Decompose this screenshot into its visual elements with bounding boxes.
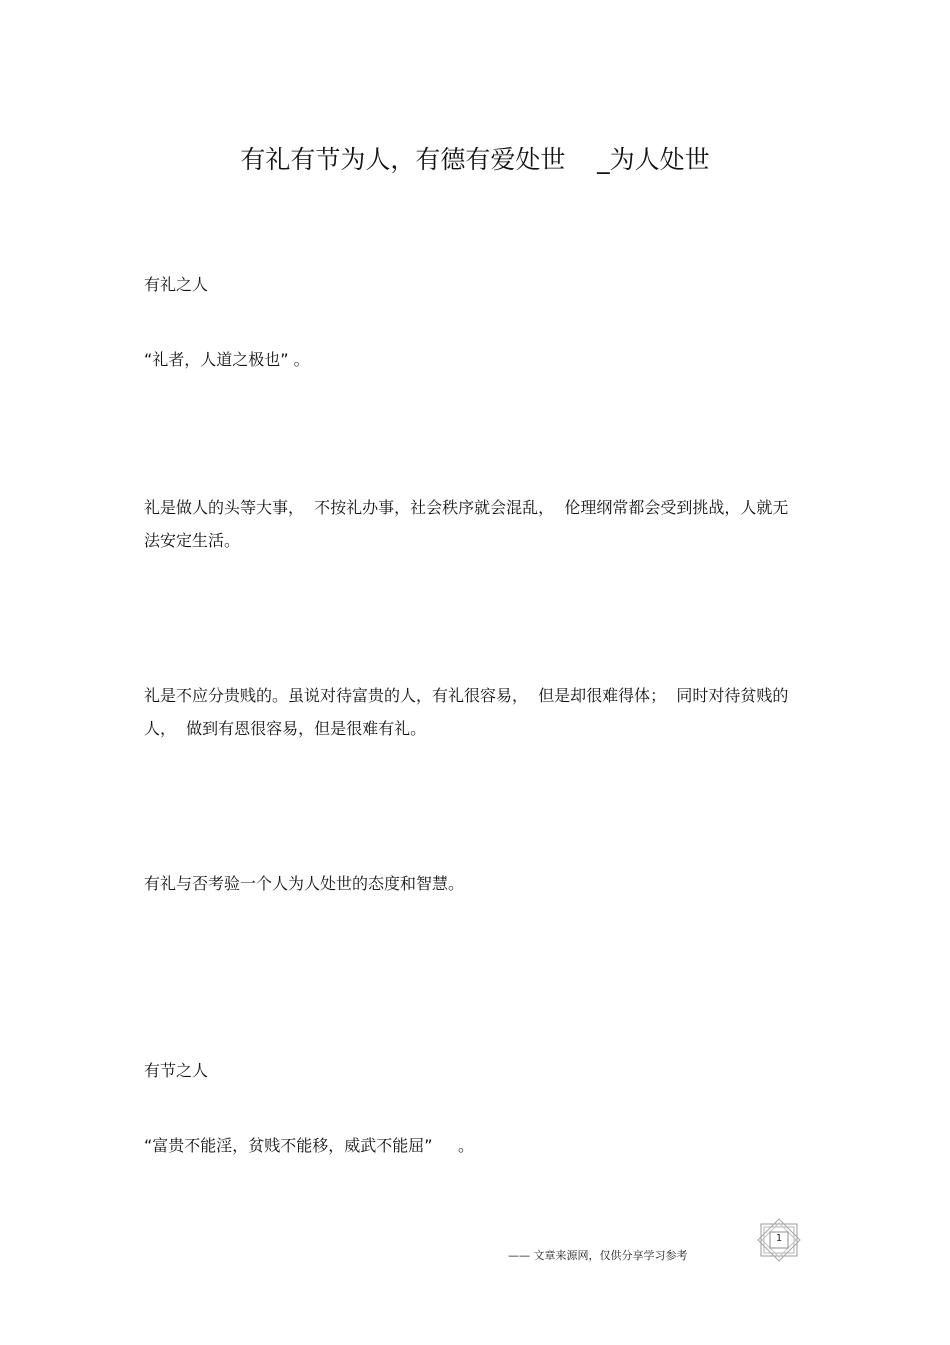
quote-paragraph: “富贵不能淫，贫贱不能移，威武不能屈” 。 xyxy=(144,1136,475,1155)
quote-paragraph: “礼者，人道之极也” 。 xyxy=(144,350,310,369)
footer-source-note: —— 文章来源网，仅供分享学习参考 xyxy=(508,1249,688,1262)
section-heading-restraint: 有节之人 xyxy=(144,1061,209,1080)
page-number-badge xyxy=(754,1218,804,1262)
body-paragraph: 礼是做人的头等大事， 不按礼办事，社会秩序就会混乱， 伦理纲常都会受到挑战，人就无法安定生活。 xyxy=(144,498,789,550)
body-paragraph: 有礼与否考验一个人为人处世的态度和智慧。 xyxy=(144,874,465,893)
page-number: 1 xyxy=(775,1233,783,1244)
page-title: 有礼有节为人，有德有爱处世 _为人处世 xyxy=(240,145,710,174)
body-paragraph: 礼是不应分贵贱的。虽说对待富贵的人，有礼很容易， 但是却很难得体； 同时对待贫贱的人， 做到有恩很容易，但是很难有礼。 xyxy=(144,686,789,738)
section-heading-courtesy: 有礼之人 xyxy=(144,275,209,294)
